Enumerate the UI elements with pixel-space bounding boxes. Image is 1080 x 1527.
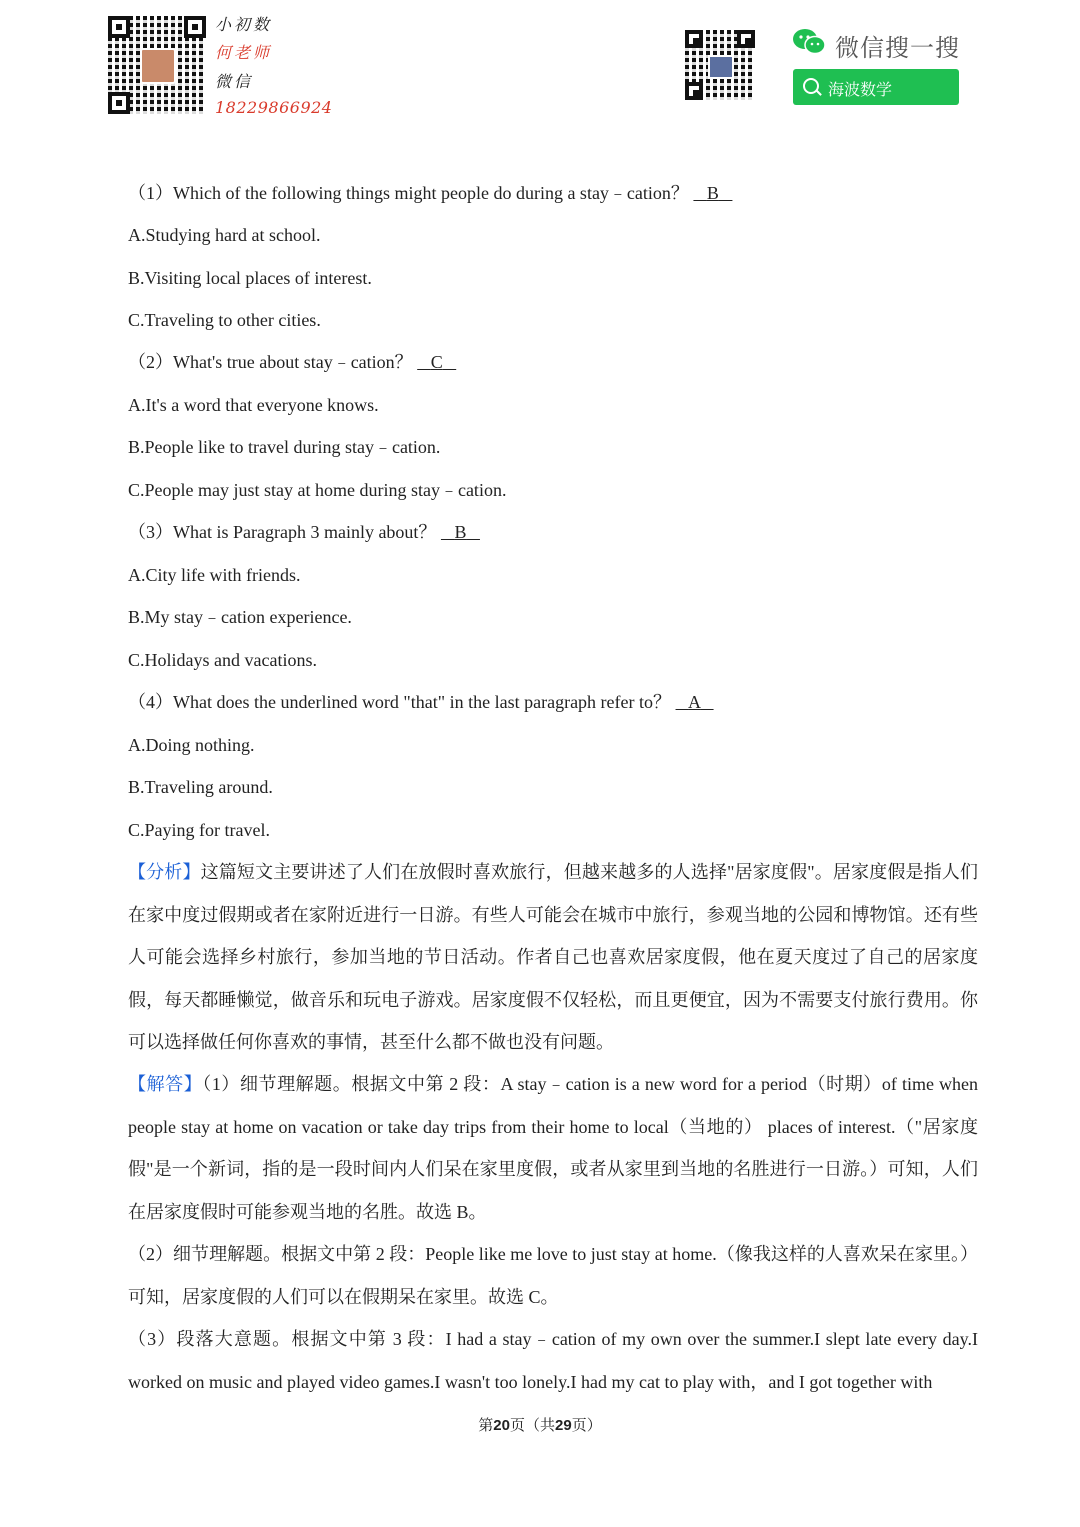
question-2: [128, 341, 456, 383]
analysis-paragraph: [128, 851, 978, 1064]
solution-tag: 【解答】: [128, 1074, 203, 1094]
solution-paragraph-2: （2）细节理解题。根据文中第 2 段：People like me love to just stay at home.（像我这样的人喜欢呆在家里。）可知，居家度假的人们可以在假期呆在家里。故选 C。: [128, 1244, 978, 1307]
option: A.City life with friends.: [128, 565, 301, 585]
page-footer: 第20页（共29页）: [478, 1417, 602, 1434]
handwriting-phone: 18229866924: [215, 98, 333, 117]
option: A.Doing nothing.: [128, 735, 255, 755]
search-button-label: 海波数学: [828, 80, 893, 99]
answer-blank: A: [688, 692, 701, 712]
handwriting-line-2: 何老师: [215, 43, 273, 62]
option: B.Visiting local places of interest.: [128, 268, 372, 288]
handwriting-line-3: 微信: [215, 72, 254, 91]
page-header: [0, 0, 1080, 140]
question-3: [128, 511, 480, 553]
question-1: [128, 172, 732, 214]
page-total: 29: [555, 1417, 572, 1434]
question-stem: （3）What is Paragraph 3 mainly about？: [128, 522, 437, 542]
option: A.Studying hard at school.: [128, 225, 321, 245]
analysis-text: 这篇短文主要讲述了人们在放假时喜欢旅行，但越来越多的人选择"居家度假"。居家度假是指人们在家中度过假期或者在家附近进行一日游。有些人可能会在城市中旅行，参观当地的公园和博物馆。还有些人可能会选择乡村旅行，参加当地的节日活动。作者自己也喜欢居家度假，他在夏天度过了自己的居家度假，每天都睡懒觉，做音乐和玩电子游戏。居家度假不仅轻松，而且更便宜，因为不需要支付旅行费用。你可以选择做任何你喜欢的事情，甚至什么都不做也没有问题。: [128, 862, 978, 1052]
answer-blank: B: [706, 183, 719, 203]
avatar: [140, 48, 176, 84]
answer-blank: B: [454, 522, 467, 542]
option: B.Traveling around.: [128, 777, 273, 797]
solution-paragraph-3: （3）段落大意题。根据文中第 3 段：I had a stay﹣cation of my own over the summer.I slept late every day.I worked on music and played video games.I wasn't too lonely.I had my cat to play with，and I got together with: [128, 1329, 978, 1392]
question-4: [128, 681, 714, 723]
wechat-icon: [792, 28, 826, 56]
search-icon: [803, 78, 819, 94]
analysis-tag: 【分析】: [128, 862, 201, 882]
option: C.Holidays and vacations.: [128, 650, 317, 670]
option: B.My stay﹣cation experience.: [128, 607, 352, 627]
handwriting-line-1: 小初数: [215, 15, 273, 34]
question-stem: （2）What's true about stay﹣cation？: [128, 352, 413, 372]
account-logo: [708, 55, 734, 79]
solution-paragraph-1: [128, 1063, 978, 1233]
option: C.Paying for travel.: [128, 820, 270, 840]
answer-blank: C: [430, 352, 443, 372]
solution-text-1: （1）细节理解题。根据文中第 2 段：A stay﹣cation is a new word for a period（时期）of time when people stay at home on vacation or take day trips from their home to local（当地的） places of interest.（"居家度假"是一个新词，指的是一段时间内人们呆在家里度假，或者从家里到当地的名胜进行一日游。）可知，人们在居家度假时可能参观当地的名胜。故选 B。: [128, 1074, 978, 1222]
question-stem: （1）Which of the following things might people do during a stay﹣cation？: [128, 183, 689, 203]
question-stem: （4）What does the underlined word "that" in the last paragraph refer to？: [128, 692, 672, 712]
wechat-search-title: 微信搜一搜: [835, 34, 960, 62]
option: C.Traveling to other cities.: [128, 310, 321, 330]
search-button[interactable]: [793, 69, 959, 105]
option: C.People may just stay at home during stay﹣cation.: [128, 480, 507, 500]
option: A.It's a word that everyone knows.: [128, 395, 379, 415]
option: B.People like to travel during stay﹣cation.: [128, 437, 441, 457]
page-number: 20: [493, 1417, 510, 1434]
